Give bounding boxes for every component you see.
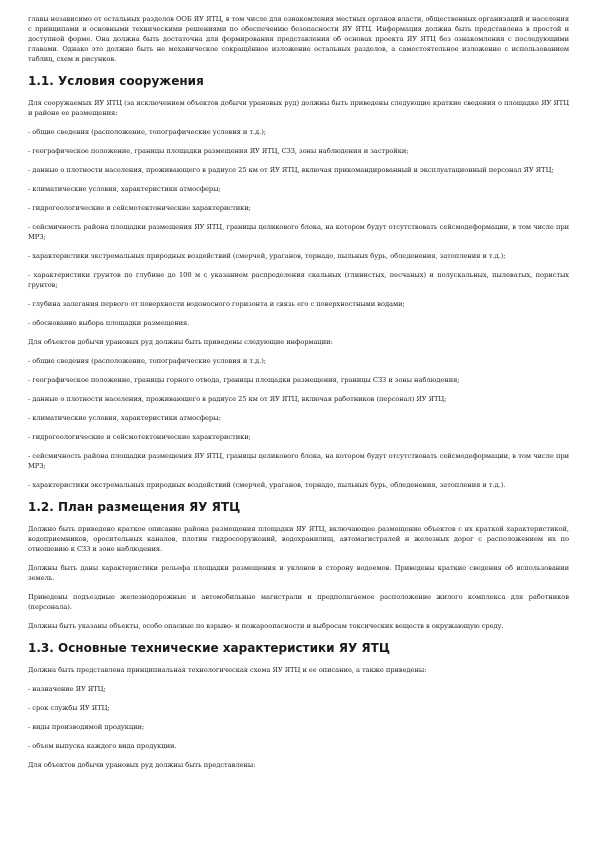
list-item: - срок службы ЯУ ЯТЦ; — [28, 704, 110, 712]
section-heading: 1.2. План размещения ЯУ ЯТЦ — [28, 500, 241, 514]
list-item: - обоснование выбора площадки размещения. — [28, 319, 190, 327]
list-item: - географическое положение, границы площадки размещения ЯУ ЯТЦ, СЗЗ, зоны наблюдения и застройки; — [28, 147, 409, 155]
list-item: - сейсмичность района площадки размещения ЯУ ЯТЦ, границы целикового блока, на котором будут отсутствовать сейсмодеформации, в том числе при МРЗ; — [28, 452, 569, 470]
section-1-3 — [28, 640, 569, 770]
paragraph: Должно быть приведено краткое описание района размещения площадки ЯУ ЯТЦ, включающее размещение объектов с их краткой характеристикой, водоприемников, оросительных каналов, плотин гидросооружений, водохранилищ, автомагистралей и железных дорог с расположением их по отношению к СЗЗ и зоне наблюдения. — [28, 525, 569, 553]
intro-paragraph: главы независимо от остальных разделов ООБ ЯУ ЯТЦ, в том числе для ознакомления местных органов власти, общественных организаций и населения с принципами и основными техническими решениями по обеспечению безопасности ЯУ ЯТЦ. Информация должна быть представлена в простой и доступной форме. Она должна быть достаточна для формирования представления об основах проекта ЯУ ЯТЦ без ознакомления с последующими главами. Однако это должно быть не механическое сокращённое изложение остальных разделов, а самостоятельное изложение с использованием таблиц, схем и рисунков. — [28, 15, 569, 63]
list-item: - данные о плотности населения, проживающего в радиусе 25 км от ЯУ ЯТЦ, включая прикомандированный и эксплуатационный персонал ЯУ ЯТЦ; — [28, 166, 554, 174]
list-item: - климатические условия, характеристики атмосферы; — [28, 414, 221, 422]
list-item: - характеристики экстремальных природных воздействий (смерчей, ураганов, торнадо, пыльных бурь, обледенения, затопления и т.д.); — [28, 252, 506, 260]
section-heading: 1.3. Основные технические характеристики ЯУ ЯТЦ — [28, 641, 390, 655]
intro-block — [28, 14, 569, 64]
list-item: - объем выпуска каждого вида продукции. — [28, 742, 177, 750]
list-item: - характеристики экстремальных природных воздействий (смерчей, ураганов, торнадо, пыльных бурь, обледенения, затопления и т.д.). — [28, 481, 506, 489]
list-item: - общие сведения (расположение, топографические условия и т.д.); — [28, 128, 266, 136]
list-item: - данные о плотности населения, проживающего в радиусе 25 км от ЯУ ЯТЦ, включая работников (персонал) ЯУ ЯТЦ; — [28, 395, 447, 403]
paragraph: Для объектов добычи урановых руд должны быть представлены: — [28, 761, 256, 769]
list-item: - сейсмичность района площадки размещения ЯУ ЯТЦ, границы целикового блока, на котором будут отсутствовать сейсмодеформации, в том числе при МРЗ; — [28, 223, 569, 241]
list-item: - гидрогеологические и сейсмотектонические характеристики; — [28, 433, 251, 441]
paragraph: Должна быть представлена принципиальная технологическая схема ЯУ ЯТЦ и ее описание, а также приведены: — [28, 666, 427, 674]
paragraph: Для сооружаемых ЯУ ЯТЦ (за исключением объектов добычи урановых руд) должны быть приведены следующие краткие сведения о площадке ЯУ ЯТЦ и районе ее размещения: — [28, 99, 569, 117]
section-1-1 — [28, 73, 569, 490]
paragraph: Приведены подъездные железнодорожные и автомобильные магистрали и предполагаемое расположение жилого комплекса для работников (персонала). — [28, 593, 569, 611]
list-item: - географическое положение, границы горного отвода, границы площадки размещения, границы СЗЗ и зоны наблюдения; — [28, 376, 460, 384]
list-item: - климатические условия, характеристики атмосферы; — [28, 185, 221, 193]
list-item: - характеристики грунтов по глубине до 100 м с указанием распределения скальных (глинистых, песчаных) и полускальных, пылеватых, пористых грунтов; — [28, 271, 569, 289]
document-page — [28, 14, 569, 779]
paragraph: Для объектов добычи урановых руд должны быть приведены следующие информации: — [28, 338, 333, 346]
list-item: - гидрогеологические и сейсмотектонические характеристики; — [28, 204, 251, 212]
paragraph: Должны быть даны характеристики рельефа площадки размещения и уклонов в сторону водоемов. Приведены краткие сведения об использовании земель. — [28, 564, 569, 582]
list-item: - назначение ЯУ ЯТЦ; — [28, 685, 106, 693]
list-item: - виды производимой продукции; — [28, 723, 145, 731]
paragraph: Должны быть указаны объекты, особо опасные по взрыво- и пожароопасности и выбросам токсических веществ в окружающую среду. — [28, 622, 504, 630]
list-item: - глубина залегания первого от поверхности водоносного горизонта и связь его с поверхностными водами; — [28, 300, 405, 308]
section-1-2 — [28, 499, 569, 631]
list-item: - общие сведения (расположение, топографические условия и т.д.); — [28, 357, 266, 365]
section-heading: 1.1. Условия сооружения — [28, 74, 204, 88]
